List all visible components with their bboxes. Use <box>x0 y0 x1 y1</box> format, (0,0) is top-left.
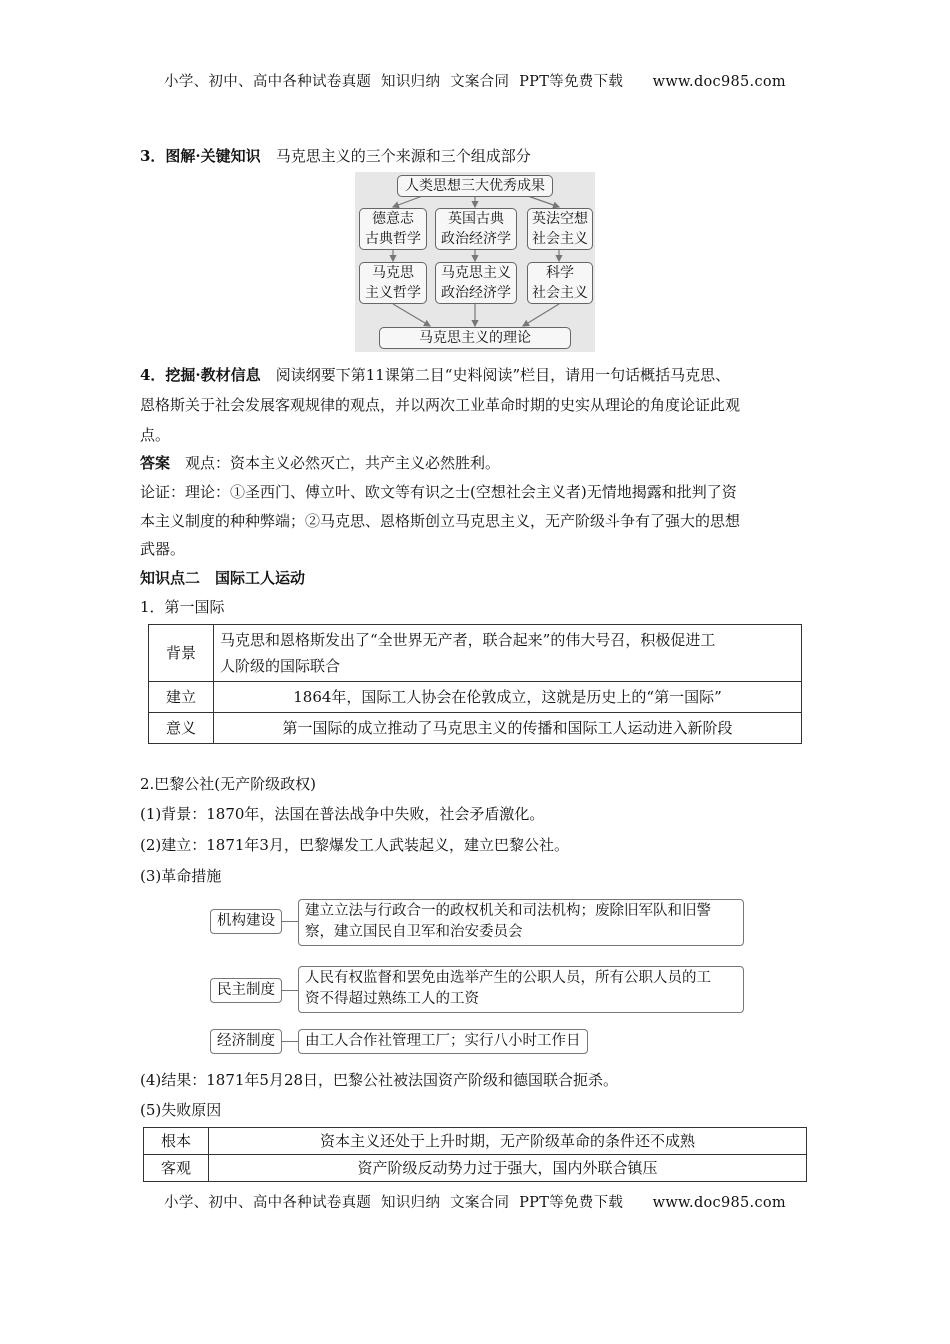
measure-label-economy: 经济制度 <box>210 1029 282 1054</box>
measure-connector <box>282 1041 298 1042</box>
table-value-cell <box>214 625 802 682</box>
measure-content-economy: 由工人合作社管理工厂；实行八小时工作日 <box>298 1029 588 1054</box>
page-footer: 小学、初中、高中各种试卷真题 知识归纳 文案合同 PPT等免费下载 www.doc985.com <box>164 1195 786 1211</box>
table-row <box>149 682 802 713</box>
diagram-part-line: 主义哲学 <box>365 285 421 301</box>
answer-label: 答案 <box>140 454 171 472</box>
table-key-cell: 意义 <box>149 713 214 744</box>
answer-viewpoint-text: 观点：资本主义必然灭亡，共产主义必然胜利。 <box>185 454 501 472</box>
diagram-source-line: 英国古典 <box>448 211 504 227</box>
diagram-source-line: 英法空想 <box>532 211 588 227</box>
table-key-cell: 建立 <box>149 682 214 713</box>
diagram-part-line: 科学 <box>546 265 574 281</box>
diagram-source-line: 德意志 <box>372 211 414 227</box>
section-4-line-3: 点。 <box>140 426 171 444</box>
table-row <box>149 625 802 682</box>
table-row <box>144 1155 807 1182</box>
table-value-cell: 资本主义还处于上升时期，无产阶级革命的条件还不成熟 <box>209 1128 807 1155</box>
paris-commune-background: (1)背景：1870年，法国在普法战争中失败，社会矛盾激化。 <box>140 805 545 823</box>
measure-label-institution: 机构建设 <box>210 909 282 934</box>
table-value-cell: 1864年，国际工人协会在伦敦成立，这就是历史上的“第一国际” <box>214 682 802 713</box>
diagram-source-line: 社会主义 <box>532 231 588 247</box>
diagram-part-scientific-socialism <box>527 262 593 304</box>
measure-connector <box>282 990 298 991</box>
table-row <box>149 713 802 744</box>
failure-reasons-table <box>143 1127 807 1182</box>
marxism-sources-diagram <box>355 172 595 352</box>
diagram-part-line: 马克思主义 <box>441 265 511 281</box>
diagram-source-line: 古典哲学 <box>365 231 421 247</box>
measure-content-democracy <box>298 966 744 1013</box>
answer-argument-line-3: 武器。 <box>140 540 186 558</box>
first-international-table <box>148 624 802 744</box>
answer-argument-line-2: 本主义制度的种种弊端；②马克思、恩格斯创立马克思主义，无产阶级斗争有了强大的思想 <box>140 512 741 530</box>
diagram-source-german-philosophy <box>359 208 427 250</box>
diagram-part-line: 社会主义 <box>532 285 588 301</box>
diagram-top-box: 人类思想三大优秀成果 <box>397 175 553 197</box>
table-key-cell: 背景 <box>149 625 214 682</box>
measure-line: 资不得超过熟练工人的工资 <box>305 991 479 1007</box>
measure-connector <box>282 921 298 922</box>
diagram-source-utopian-socialism <box>527 208 593 250</box>
table-key-cell: 根本 <box>144 1128 209 1155</box>
diagram-part-line: 马克思 <box>372 265 414 281</box>
measure-line: 察，建立国民自卫军和治安委员会 <box>305 924 523 940</box>
section-4-line-1 <box>140 364 820 385</box>
table-row <box>144 1128 807 1155</box>
diagram-part-marxist-philosophy <box>359 262 427 304</box>
paris-commune-establish: (2)建立：1871年3月，巴黎爆发工人武装起义，建立巴黎公社。 <box>140 836 569 854</box>
section-3-title: 3．图解·关键知识 <box>140 147 261 165</box>
measure-content-institution <box>298 899 744 946</box>
failure-reasons-heading: (5)失败原因 <box>140 1101 222 1119</box>
table-value-cell: 资产阶级反动势力过于强大，国内外联合镇压 <box>209 1155 807 1182</box>
section-4-line-2: 恩格斯关于社会发展客观规律的观点，并以两次工业革命时期的史实从理论的角度论证此观 <box>140 396 741 414</box>
paris-commune-result: (4)结果：1871年5月28日，巴黎公社被法国资产阶级和德国联合扼杀。 <box>140 1071 619 1089</box>
answer-argument-line-1: 论证：理论：①圣西门、傅立叶、欧文等有识之士(空想社会主义者)无情地揭露和批判了资 <box>140 483 737 501</box>
answer-viewpoint <box>140 452 820 473</box>
paris-commune-measures-heading: (3)革命措施 <box>140 867 222 885</box>
table-value-line: 人阶级的国际联合 <box>220 657 341 675</box>
table-key-cell: 客观 <box>144 1155 209 1182</box>
paris-commune-heading: 2.巴黎公社(无产阶级政权) <box>140 775 317 793</box>
page-header: 小学、初中、高中各种试卷真题 知识归纳 文案合同 PPT等免费下载 www.doc985.com <box>164 74 786 90</box>
section-4-title: 4．挖掘·教材信息 <box>140 366 261 384</box>
section-4-text: 阅读纲要下第11课第二目“史料阅读”栏目，请用一句话概括马克思、 <box>275 366 731 384</box>
diagram-part-line: 政治经济学 <box>441 285 511 301</box>
diagram-bottom-box: 马克思主义的理论 <box>379 327 571 349</box>
measure-label-democracy: 民主制度 <box>210 978 282 1003</box>
table-value-cell: 第一国际的成立推动了马克思主义的传播和国际工人运动进入新阶段 <box>214 713 802 744</box>
knowledge-point-2-title: 知识点二 国际工人运动 <box>140 569 306 587</box>
measure-line: 人民有权监督和罢免由选举产生的公职人员，所有公职人员的工 <box>305 970 711 986</box>
table-value-line: 马克思和恩格斯发出了“全世界无产者，联合起来”的伟大号召，积极促进工 <box>220 631 716 649</box>
diagram-source-line: 政治经济学 <box>441 231 511 247</box>
section-3-heading <box>140 145 820 166</box>
section-3-subtitle: 马克思主义的三个来源和三个组成部分 <box>275 147 531 165</box>
measure-line: 建立立法与行政合一的政权机关和司法机构；废除旧军队和旧警 <box>305 903 711 919</box>
diagram-part-marxist-economics <box>435 262 517 304</box>
first-international-heading: 1．第一国际 <box>140 598 225 616</box>
diagram-source-british-economics <box>435 208 517 250</box>
